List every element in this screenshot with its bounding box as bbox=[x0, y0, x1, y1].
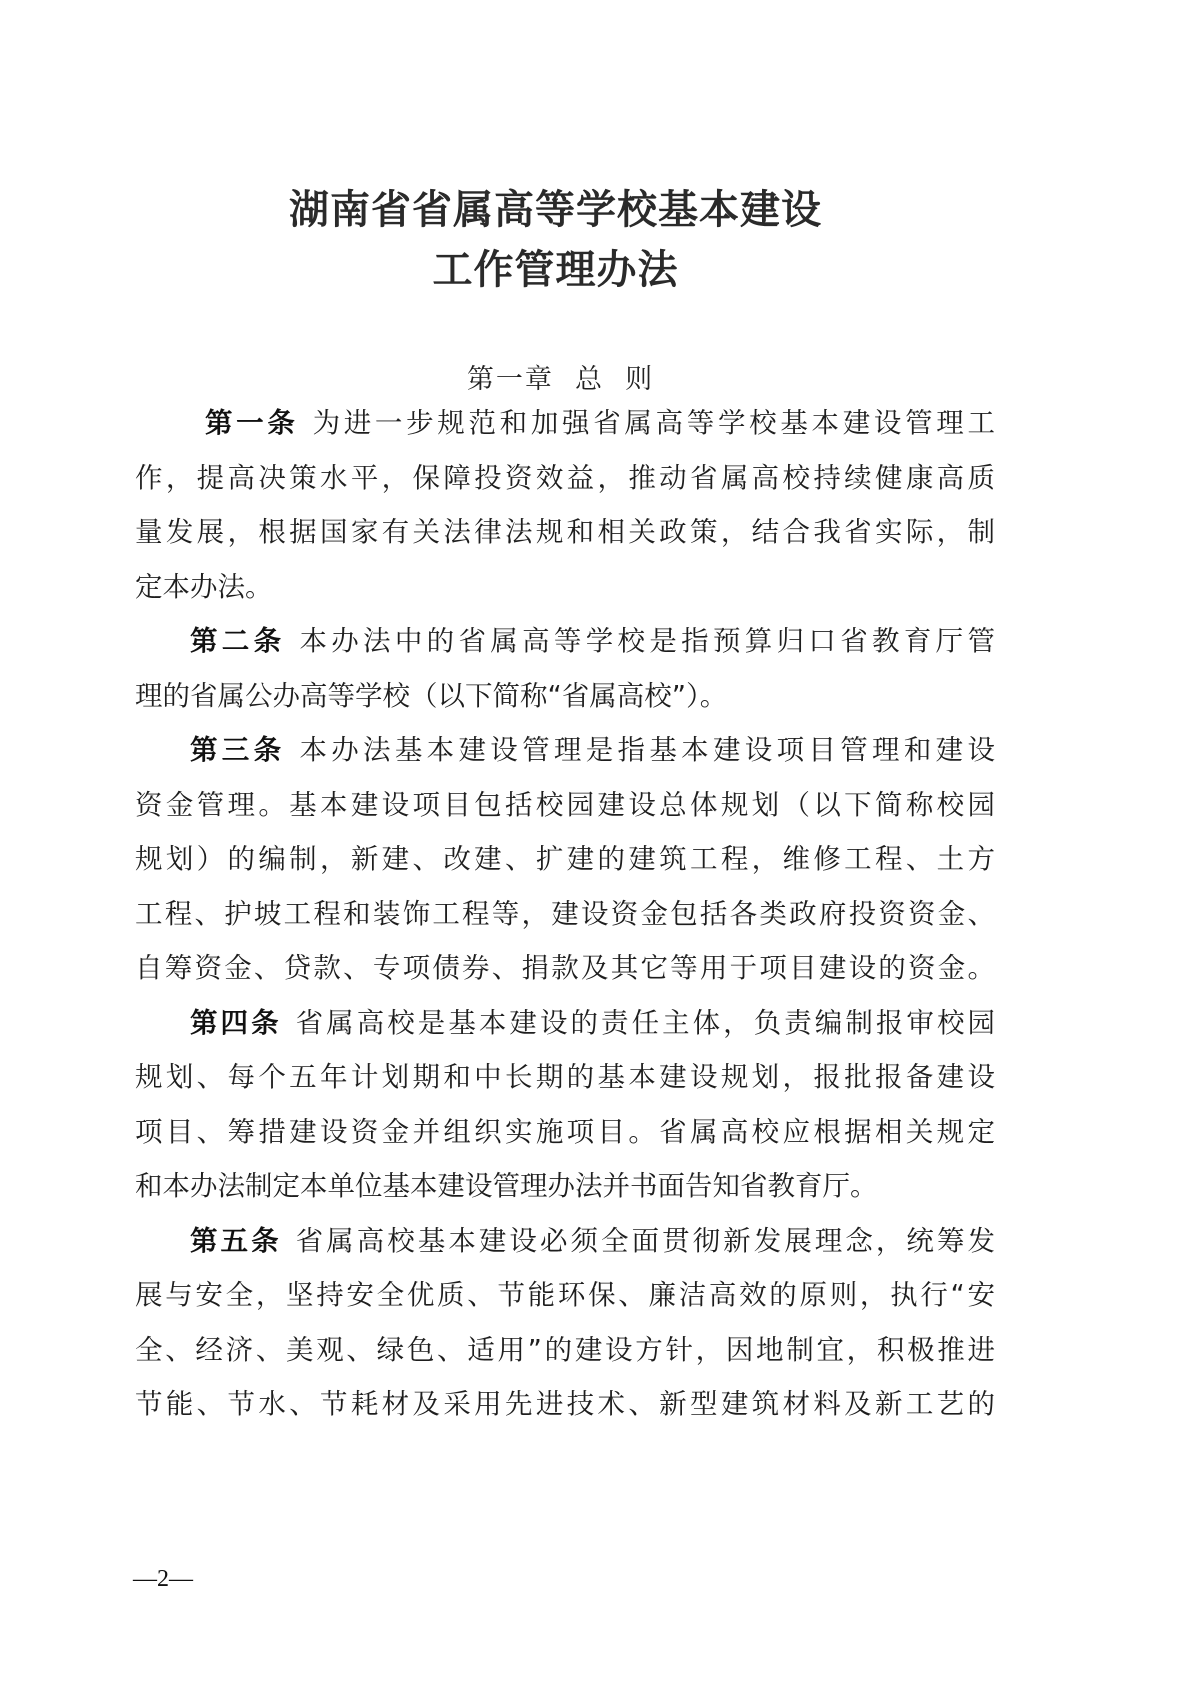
article-text: 本办法中的省属高等学校是指预算归口省教育厅管 bbox=[299, 625, 995, 657]
article-label: 第三条 bbox=[190, 734, 286, 766]
article-text-line: 理的省属公办高等学校（以下简称“省属高校”）。 bbox=[135, 679, 728, 712]
article-text: 本办法基本建设管理是指基本建设项目管理和建设 bbox=[299, 734, 995, 766]
article-3-line-1 bbox=[135, 723, 995, 778]
chapter-heading: 第一章 总 则 bbox=[466, 364, 655, 395]
article-2-line-1 bbox=[135, 614, 995, 669]
article-5-line-1 bbox=[135, 1214, 995, 1269]
article-4-line-1 bbox=[135, 996, 995, 1051]
article-text-line: 定本办法。 bbox=[135, 570, 273, 603]
article-text-line: 自筹资金、贷款、专项债券、捐款及其它等用于项目建设的资金。 bbox=[135, 952, 995, 984]
article-text-line: 量发展，根据国家有关法律法规和相关政策，结合我省实际，制 bbox=[135, 516, 995, 548]
article-text: 为进一步规范和加强省属高等学校基本建设管理工 bbox=[312, 407, 995, 439]
article-text: 省属高校基本建设必须全面贯彻新发展理念，统筹发 bbox=[295, 1224, 996, 1257]
article-text-line: 展与安全，坚持安全优质、节能环保、廉洁高效的原则，执行“安 bbox=[135, 1279, 995, 1311]
article-text-line: 全、经济、美观、绿色、适用”的建设方针，因地制宜，积极推进 bbox=[135, 1333, 995, 1366]
article-text-line: 资金管理。基本建设项目包括校园建设总体规划（以下简称校园 bbox=[135, 788, 995, 821]
article-label: 第四条 bbox=[190, 1006, 282, 1039]
article-1-line-1 bbox=[135, 396, 995, 451]
article-text: 省属高校是基本建设的责任主体，负责编制报审校园 bbox=[295, 1006, 996, 1039]
article-label: 第一条 bbox=[205, 407, 299, 439]
article-text-line: 项目、筹措建设资金并组织实施项目。省属高校应根据相关规定 bbox=[135, 1115, 995, 1148]
article-text-line: 规划）的编制，新建、改建、扩建的建筑工程，维修工程、土方 bbox=[135, 843, 995, 875]
article-text-line: 和本办法制定本单位基本建设管理办法并书面告知省教育厅。 bbox=[135, 1170, 878, 1202]
article-text-line: 工程、护坡工程和装饰工程等，建设资金包括各类政府投资资金、 bbox=[135, 897, 995, 930]
document-title-line-1: 湖南省省属高等学校基本建设 bbox=[289, 186, 822, 233]
document-title-line-2: 工作管理办法 bbox=[432, 246, 679, 293]
article-text-line: 节能、节水、节耗材及采用先进技术、新型建筑材料及新工艺的 bbox=[135, 1388, 995, 1420]
article-text-line: 规划、每个五年计划期和中长期的基本建设规划，报批报备建设 bbox=[135, 1061, 995, 1093]
article-label: 第五条 bbox=[190, 1224, 282, 1257]
document-body bbox=[135, 396, 995, 1432]
article-text-line: 作，提高决策水平，保障投资效益，推动省属高校持续健康高质 bbox=[135, 461, 995, 494]
article-label: 第二条 bbox=[190, 625, 286, 657]
page-number: —2— bbox=[133, 1566, 193, 1592]
